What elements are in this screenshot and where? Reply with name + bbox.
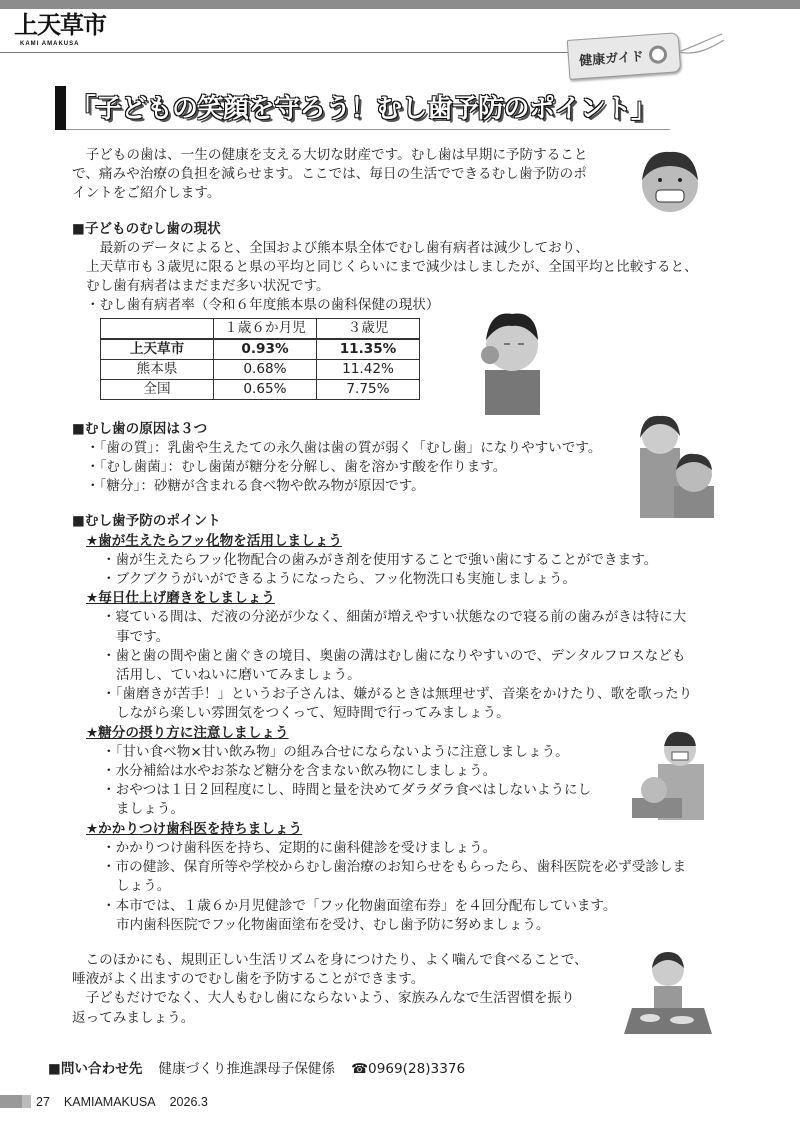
top-bar [0,0,800,9]
table-header: ３歳児 [317,318,420,339]
table-cell: 0.93% [214,339,317,360]
section-heading: ■むし歯予防のポイント [72,513,221,530]
page-title: 「子どもの笑顔を守ろう！むし歯予防のポイント」 [70,94,657,124]
point-title: ★毎日仕上げ磨きをしましょう [86,590,275,607]
table-header: １歳６か月児 [214,318,317,339]
city-logo [14,12,124,52]
tag-label: 健康ガイド [578,49,645,70]
contact-info [48,1060,481,1079]
point-title: ★糖分の摂り方に注意しましょう [86,724,289,741]
section-tag [567,32,682,80]
page-number: 27 [36,1095,50,1109]
smiling-child-illustration [628,140,712,224]
intro-line: イントをご紹介します。 [72,185,221,202]
list-item: ・かかりつけ歯科医を持ち、定期的に歯科健診を受けましょう。 [102,839,497,856]
intro [72,146,622,204]
table-cell: 7.75% [317,379,420,399]
table-cell: 11.42% [317,359,420,379]
list-item: ・「むし歯菌」：むし歯菌が糖分を分解し、歯を溶かす酸を作ります。 [86,459,507,476]
divider [0,52,570,57]
logo-subtext: KAMI AMAKUSA [20,41,80,47]
table-header [101,318,214,339]
toothache-child-illustration [470,300,555,415]
list-item-continuation: しょう。 [116,878,171,895]
table-row [101,359,420,379]
point-title: ★かかりつけ歯科医を持ちましょう [86,820,303,837]
table-cell: 熊本県 [101,359,214,379]
list-item: ・歯が生えたらフッ化物配合の歯みがき剤を使用することで強い歯にすることができます。 [102,551,658,568]
section-heading: ■子どものむし歯の現状 [72,220,221,237]
table-cell: 全国 [101,379,214,399]
closing-line: このほかにも、規則正しい生活リズムを身につけたり、よく噛んで食べることで、 [72,951,588,968]
parent-brushing-child-illustration [628,408,720,518]
list-item: ・歯と歯の間や歯と歯ぐきの境目、奥歯の溝はむし歯になりやすいので、デンタルフロスなども [102,647,686,664]
intro-line: 子どもの歯は、一生の健康を支える大切な財産です。むし歯は早期に予防すること [72,147,588,163]
table-row [101,339,420,360]
table-cell: 0.65% [214,379,317,399]
closing-line: 返ってみましょう。 [72,1009,195,1026]
footer-bar [22,1095,31,1108]
point-title: ★歯が生えたらフッ化物を活用しましょう [86,532,342,549]
list-item-continuation: 市内歯科医院でフッ化物歯面塗布を受け、むし歯予防に努めましょう。 [116,916,550,933]
tag-hole-icon [648,45,667,64]
contact-phone[interactable]: ☎0969(28)3376 [351,1061,466,1077]
list-item: ・「甘い食べ物×甘い飲み物」の組み合せにならないように注意しましょう。 [102,743,569,760]
table-caption: ・むし歯有病者率（令和６年度熊本県の歯科保健の現状） [86,297,440,314]
contact-department: 健康づくり推進課母子保健係 [158,1061,336,1077]
list-item: ・おやつは１日２回程度にし、時間と量を決めてダラダラ食べはしないようにし [102,782,592,799]
contact-label: ■問い合わせ先 [48,1061,143,1077]
list-item: ・本市では、１歳６か月児健診で「フッ化物歯面塗布券」を４回分配布しています。 [102,897,617,914]
text-line: 上天草市も３歳児に限ると県の平均と同じくらいにまで減少はしましたが、全国平均と比較すると、 [86,259,698,276]
dentist-illustration [628,728,718,820]
child-eating-illustration [620,948,716,1038]
list-item: ・市の健診、保育所等や学校からむし歯治療のお知らせをもらったら、歯科医院を必ず受診しま [102,859,687,876]
cavity-rate-table [100,318,420,400]
issue-date: 2026.3 [169,1095,208,1109]
table-cell: 11.35% [317,339,420,360]
title-underline [66,129,670,130]
closing-line: 唾液がよく出ますのでむし歯を予防することができます。 [72,971,425,988]
footer-text [36,1094,222,1110]
page-footer [0,1092,800,1112]
table-header-row [101,318,420,339]
intro-line: で、痛みや治療の負担を減らせます。ここでは、毎日の生活でできるむし歯予防のポ [72,166,587,183]
list-item-continuation: しながら楽しい雰囲気をつくって、短時間で行ってみましょう。 [116,705,510,722]
table-cell: 上天草市 [101,339,214,360]
logo-text: 上天草市 [14,10,106,39]
footer-bar [0,1095,22,1108]
table-row [101,379,420,399]
table-cell: 0.68% [214,359,317,379]
list-item: ・「歯磨きが苦手！」というお子さんは、嫌がるときは無理せず、音楽をかけたり、歌を歌ったり [102,686,693,703]
section-heading: ■むし歯の原因は３つ [72,420,208,437]
list-item-continuation: ましょう。 [116,801,184,818]
list-item: ・水分補給は水やお茶など糖分を含まない飲み物にしましょう。 [102,763,497,780]
text-line: むし歯有病者はまだまだ多い状況です。 [86,278,330,295]
tag-string-icon [676,30,726,60]
closing-line: 子どもだけでなく、大人もむし歯にならないよう、家族みんなで生活習慣を振り [72,990,575,1007]
text-line: 最新のデータによると、全国および熊本県全体でむし歯有病者は減少しており、 [86,239,589,256]
list-item: ・寝ている間は、だ液の分泌が少なく、細菌が増えやすい状態なので寝る前の歯みがきは特に大 [102,609,687,626]
publication-name: KAMIAMAKUSA [63,1095,156,1109]
list-item: ・「糖分」：砂糖が含まれる食べ物や飲み物が原因です。 [86,478,425,495]
list-item-continuation: 活用し、ていねいに磨いてみましょう。 [116,667,361,684]
list-item: ・「歯の質」：乳歯や生えたての永久歯は歯の質が弱く「むし歯」になりやすいです。 [86,439,602,456]
list-item-continuation: 事です。 [116,628,170,645]
article-body [72,146,732,1028]
title-bar-accent [55,86,66,130]
list-item: ・ブクブクうがいができるようになったら、フッ化物洗口も実施しましょう。 [102,571,577,588]
